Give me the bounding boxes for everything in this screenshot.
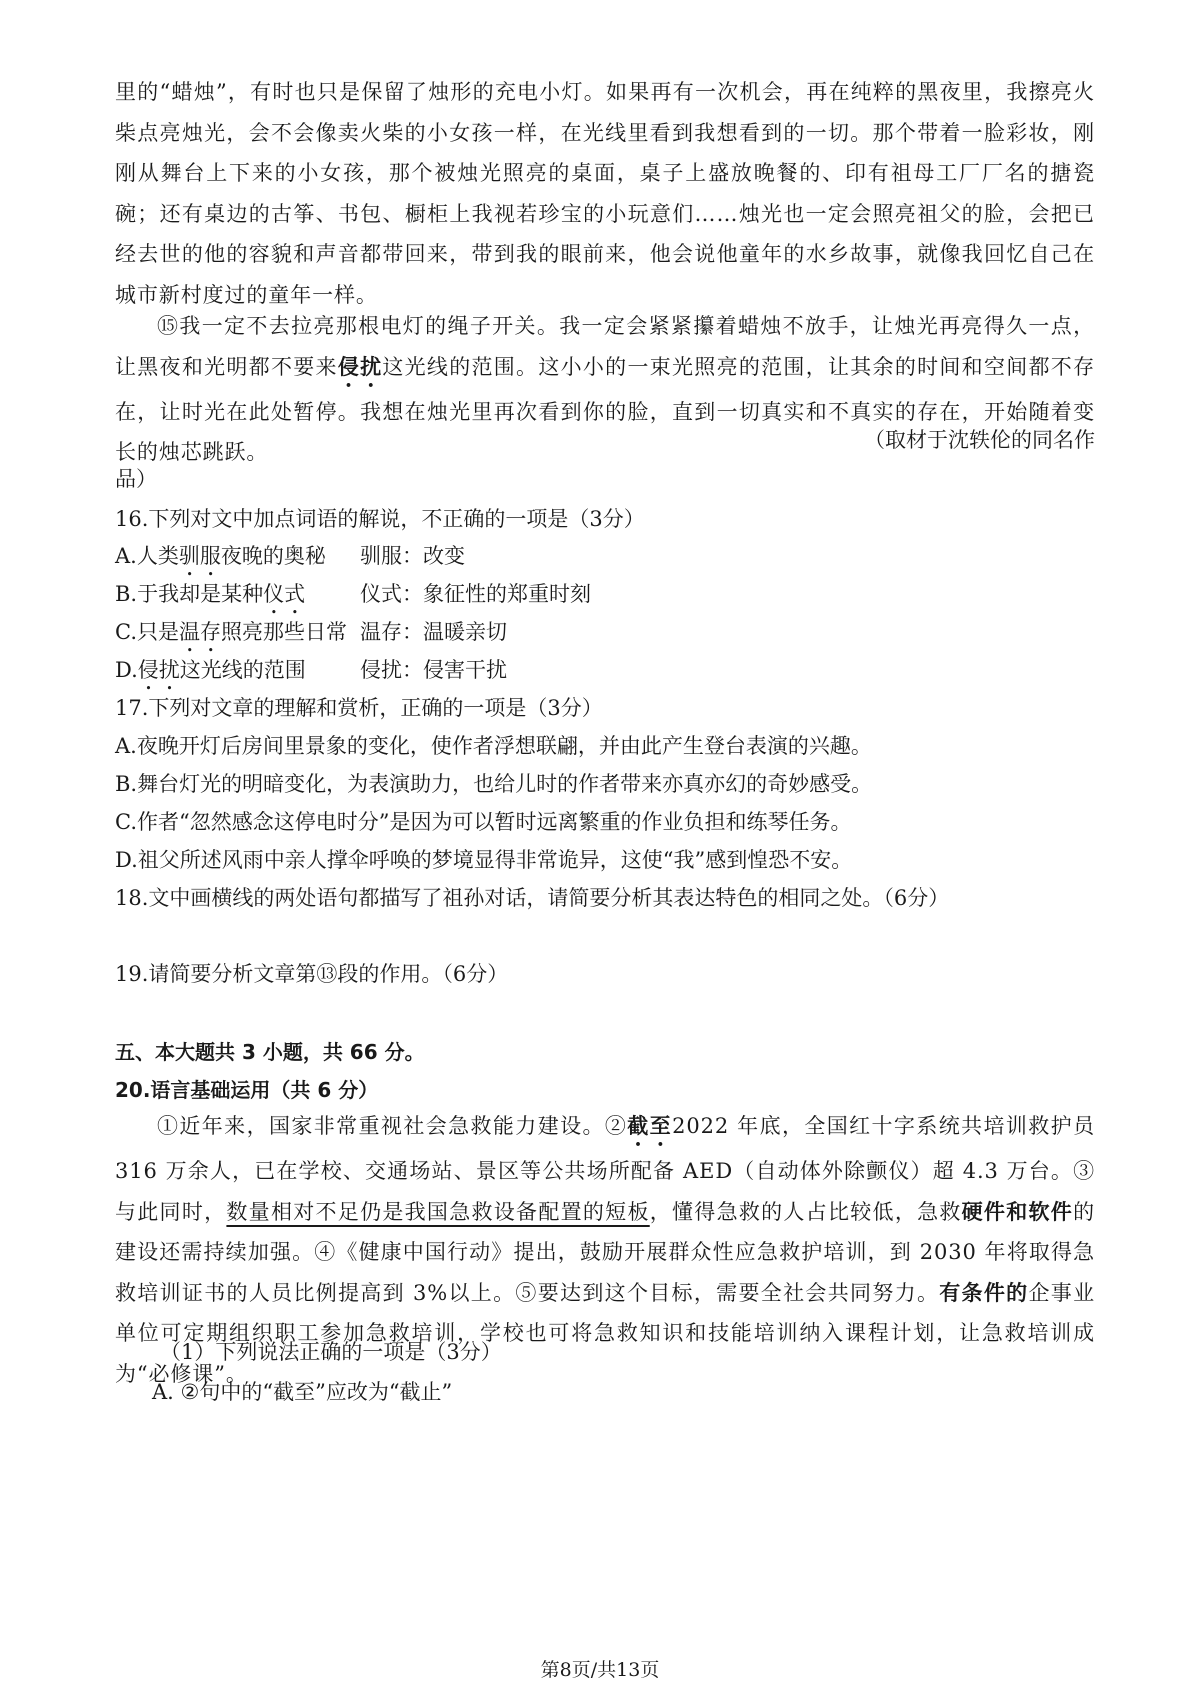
emph-jiezhi: 截至: [627, 1113, 673, 1138]
q16-option-b: B.于我却是某种仪式 仪式：象征性的郑重时刻: [115, 582, 591, 606]
para15-text-a: ⑮我一定不去拉亮那根电灯的绳子开关。我一定会紧紧攥着蜡烛不放手，让烛光再亮得久一点，让黑夜和光明都不要来: [115, 314, 1095, 379]
question-19: 19.请简要分析文章第⑬段的作用。（6分）: [115, 962, 509, 986]
section-5-heading: 五、本大题共 3 小题，共 66 分。: [115, 1040, 425, 1064]
q16-gloss-b: 仪式：象征性的郑重时刻: [360, 582, 591, 606]
question-20-sub1: （1）下列说法正确的一项是（3分）: [160, 1340, 502, 1364]
source-note: （取材于沈轶伦的同名作: [864, 428, 1095, 452]
emphasized-word-qinrao: 侵扰: [337, 353, 383, 379]
question-20-title: 20.语言基础运用（共 6 分）: [115, 1078, 379, 1102]
bold-yingjian: 硬件: [961, 1198, 1007, 1224]
q17-option-b: B.舞台灯光的明暗变化，为表演助力，也给儿时的作者带来亦真亦幻的奇妙感受。: [115, 772, 873, 796]
q16-gloss-c: 温存：温暖亲切: [360, 620, 507, 644]
q16-gloss-a: 驯服：改变: [360, 544, 465, 568]
q16-gloss-d: 侵扰：侵害干扰: [360, 658, 507, 682]
passage-paragraph-14: 里的“蜡烛”，有时也只是保留了烛形的充电小灯。如果再有一次机会，再在纯粹的黑夜里，我擦亮火柴点亮烛光，会不会像卖火柴的小女孩一样，在光线里看到我想看到的一切。那个带着一脸彩妆，刚刚从舞台上下来的小女孩，那个被烛光照亮的桌面，桌子上盛放晚餐的、印有祖母工厂厂名的搪瓷碗；还有桌边的古筝、书包、橱柜上我视若珍宝的小玩意们……烛光也一定会照亮祖父的脸，会把已经去世的他的容貌和声音都带回来，带到我的眼前来，他会说他童年的水乡故事，就像我回忆自己在城市新村度过的童年一样。: [115, 80, 1095, 307]
emph-yishi: 仪式: [263, 582, 306, 606]
question-17-stem: 17.下列对文章的理解和赏析，正确的一项是（3分）: [115, 696, 603, 720]
question-16-stem: 16.下列对文中加点词语的解说，不正确的一项是（3分）: [115, 507, 645, 531]
q17-option-a: A.夜晚开灯后房间里景象的变化，使作者浮想联翩，并由此产生登台表演的兴趣。: [115, 734, 872, 758]
q20-option-a: A. ②句中的“截至”应改为“截止”: [152, 1380, 453, 1404]
underlined-sentence: 数量相对不足仍是我国急救设备配置的短板: [226, 1199, 650, 1224]
question-20-passage: ①近年来，国家非常重视社会急救能力建设。②截至2022 年底，全国红十字系统共培训救护员 316 万余人，已在学校、交通场站、景区等公共场所配备 AED（自动体外除颤仪）超 4.3 万台。③与此同时，数量相对不足仍是我国急救设备配置的短板，懂得急救的人占比较低，急救硬件和软件的建设还需持续加强。④《健康中国行动》提出，鼓励开展群众性应急救护培训，到 2030 年将取得急救培训证书的人员比例提高到 3%以上。⑤要达到这个目标，需要全社会共同努力。有条件的企事业单位可定期组织职工参加急救培训，学校也可将急救知识和技能培训纳入课程计划，让急救培训成为“必修课”。: [115, 1113, 1095, 1386]
q16-option-d: D.侵扰这光线的范围 侵扰：侵害干扰: [115, 658, 507, 682]
emph-xunfu: 驯服: [178, 544, 221, 568]
q17-option-c: C.作者“忽然感念这停电时分”是因为可以暂时远离繁重的作业负担和练琴任务。: [115, 810, 852, 834]
q17-option-d: D.祖父所述风雨中亲人撑伞呼唤的梦境显得非常诡异，这使“我”感到惶恐不安。: [115, 848, 853, 872]
page-number: 第8页/共13页: [540, 1659, 660, 1681]
bold-youtiaojian: 有条件的: [939, 1279, 1029, 1305]
q16-option-a: A.人类驯服夜晚的奥秘 驯服：改变: [115, 544, 465, 568]
q16-option-c: C.只是温存照亮那些日常 温存：温暖亲切: [115, 620, 507, 644]
para15-text-b: 这光线的范围。这小小的一束光照亮的范围，让其余的时间和空间都不存在，让时光在此处暂停。我想在烛光里再次看到你的脸，直到一切真实和不真实的存在，开始随着变长的烛芯跳跃。: [115, 354, 1095, 464]
question-18: 18.文中画横线的两处语句都描写了祖孙对话，请简要分析其表达特色的相同之处。（6分）: [115, 886, 950, 910]
bold-ruanjian: 软件: [1028, 1198, 1074, 1224]
emph-wencun: 温存: [179, 620, 221, 644]
emph-qinrao: 侵扰: [137, 658, 180, 682]
source-note-end: 品）: [115, 467, 157, 491]
